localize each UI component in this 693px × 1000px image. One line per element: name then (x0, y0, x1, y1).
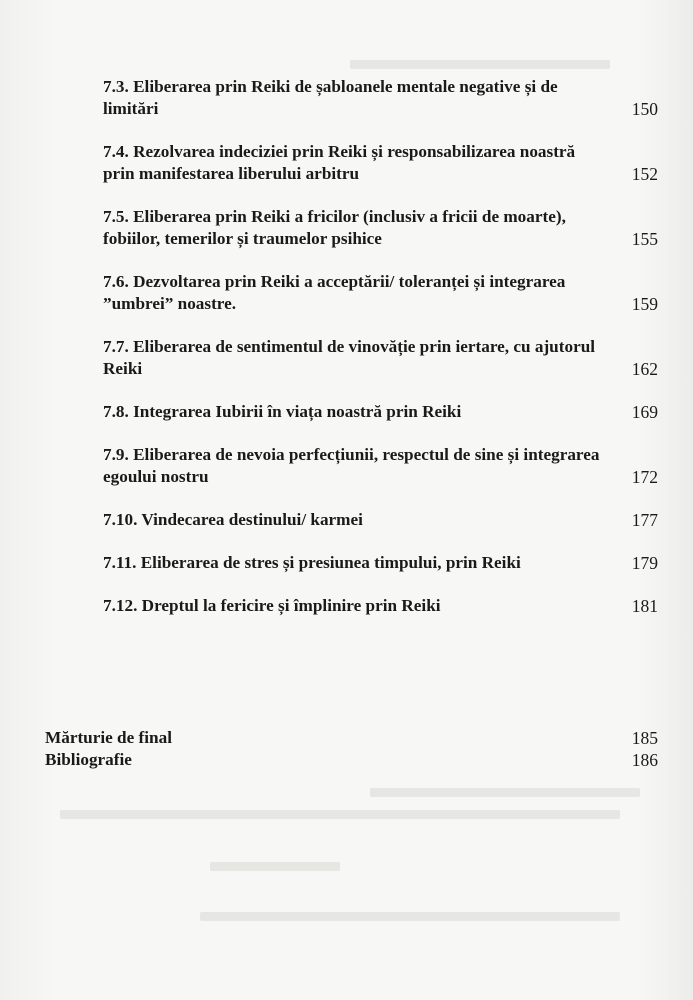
toc-entry-title: 7.3. Eliberarea prin Reiki de șabloanele mentale negative și de limitări (103, 77, 558, 118)
toc-entry-title: 7.4. Rezolvarea indeciziei prin Reiki și responsabilizarea noastră prin manifestarea liberului arbitru (103, 142, 576, 183)
toc-entry-page: 150 (631, 99, 658, 119)
toc-entry-title: 7.11. Eliberarea de stres și presiunea timpului, prin Reiki (103, 553, 521, 572)
toc-entry-page: 179 (631, 553, 658, 573)
toc-entry-page: 177 (631, 510, 658, 530)
toc-entry-page: 172 (631, 467, 658, 487)
final-entry-title: Bibliografie (45, 750, 132, 769)
final-entry (45, 749, 658, 771)
toc-entry-title: 7.9. Eliberarea de nevoia perfecțiunii, respectul de sine și integrarea egoului nostru (103, 445, 600, 486)
toc-entry-title: 7.7. Eliberarea de sentimentul de vinovăție prin iertare, cu ajutorul Reiki (103, 337, 596, 378)
toc-entry (103, 401, 658, 423)
toc-entry-title: 7.8. Integrarea Iubirii în viața noastră prin Reiki (103, 402, 462, 421)
table-of-contents (103, 76, 658, 638)
final-sections (45, 727, 658, 771)
toc-entry (103, 595, 658, 617)
toc-entry-page: 155 (631, 229, 658, 249)
toc-entry (103, 271, 658, 315)
toc-entry (103, 509, 658, 531)
toc-entry-title: 7.10. Vindecarea destinului/ karmei (103, 510, 363, 529)
final-entry-title: Mărturie de final (45, 728, 172, 747)
toc-entry-page: 162 (631, 359, 658, 379)
toc-entry (103, 206, 658, 250)
toc-entry-page: 181 (631, 596, 658, 616)
toc-entry-title: 7.6. Dezvoltarea prin Reiki a acceptării/ toleranței și integrarea ”umbrei” noastre. (103, 272, 566, 313)
toc-entry (103, 552, 658, 574)
toc-entry-title: 7.5. Eliberarea prin Reiki a fricilor (inclusiv a fricii de moarte), fobiilor, temerilor și traumelor psihice (103, 207, 566, 248)
toc-entry (103, 336, 658, 380)
toc-entry-title: 7.12. Dreptul la fericire și împlinire prin Reiki (103, 596, 441, 615)
final-entry (45, 727, 658, 749)
toc-entry (103, 141, 658, 185)
toc-entry (103, 76, 658, 120)
final-entry-page: 186 (631, 750, 658, 770)
final-entry-page: 185 (631, 728, 658, 748)
toc-entry (103, 444, 658, 488)
toc-entry-page: 159 (631, 294, 658, 314)
toc-entry-page: 152 (631, 164, 658, 184)
toc-entry-page: 169 (631, 402, 658, 422)
